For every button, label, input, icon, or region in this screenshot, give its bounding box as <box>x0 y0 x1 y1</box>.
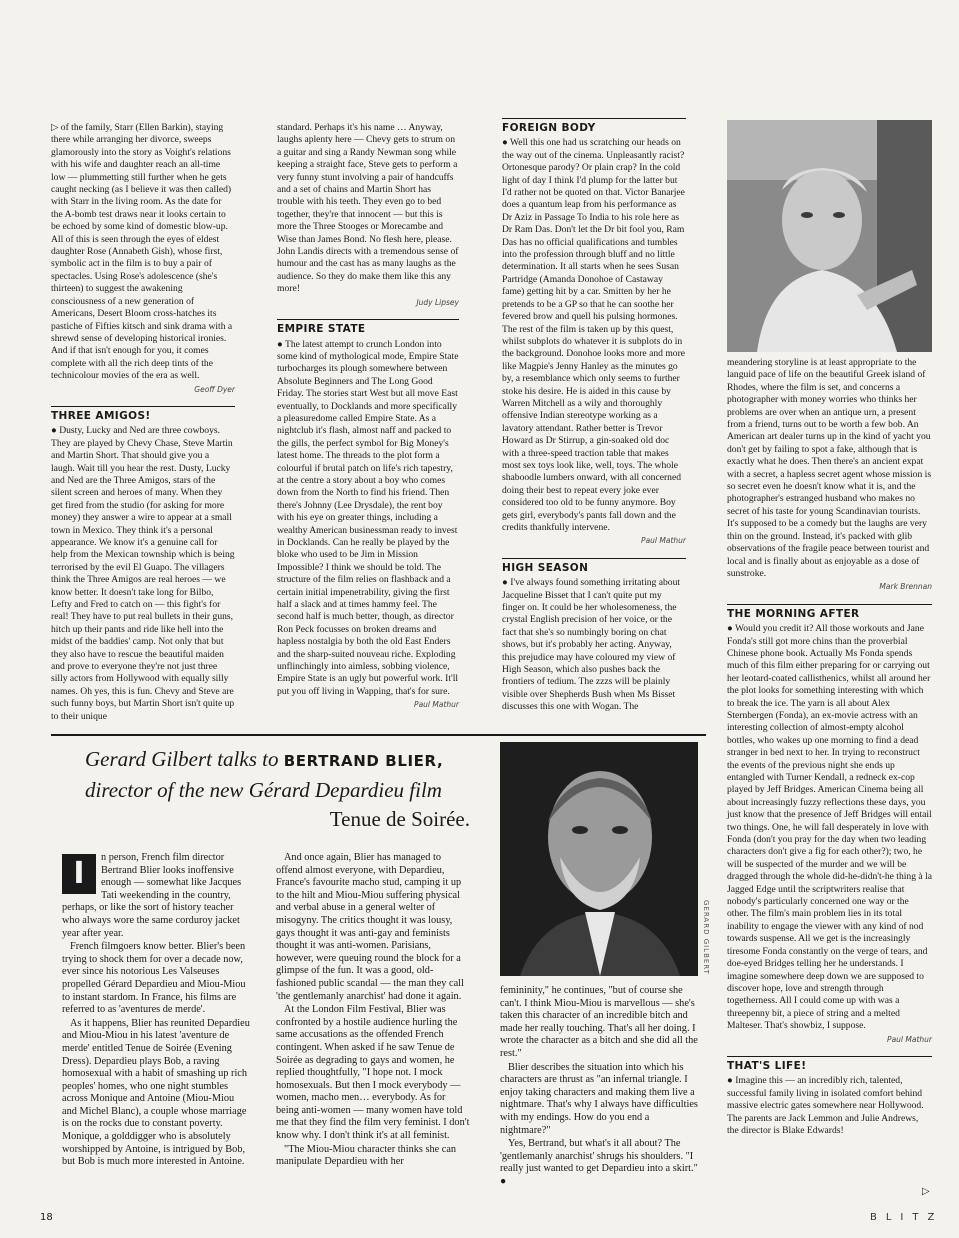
interview-paragraph: n person, French film director Bertrand Blier looks inoffensive enough — somewhat like Jacques Tati weekending in the country, perhaps, or like the sort of history teacher who always wore the same corduroy jacket year after year. <box>62 852 242 939</box>
interview-paragraph: Yes, Bertrand, but what's it all about? The 'gentlemanly anarchist' shrugs his shoulders. "I really just wanted to get Depardieu into a skirt." ● <box>500 1138 698 1187</box>
headline-film-title: Tenue de Soirée. <box>329 807 470 831</box>
reviewer-credit: Paul Mathur <box>414 700 459 710</box>
interview-column-b <box>276 852 470 1202</box>
column-3 <box>502 118 686 712</box>
page-number: 18 <box>40 1212 53 1223</box>
interview-paragraph: Blier describes the situation into which his characters are thrust as "an infernal triangle. I enjoy taking characters and making them live a nightmare. That's why I always have difficulties with my endings. How do you end a nightmare?" <box>500 1061 698 1136</box>
interview-column-c <box>500 985 698 1205</box>
blier-portrait-illustration <box>500 742 698 976</box>
section-heading-foreign-body: FOREIGN BODY <box>502 118 686 134</box>
reviewer-credit: Mark Brennan <box>879 582 932 592</box>
headline-byline: Gerard Gilbert talks to <box>85 747 279 771</box>
high-season-review-continued: meandering storyline is at least appropriate to the languid pace of life on the beautiful Greek island of Rhodes, where the film is set, and concerns a photographer with money worries who thinks her problems are over when an antique urn, a present from a friend, turns out to be worth a few bob. An American art dealer turns up in the kind of yacht you don't get by failing to spot a fake, although that is exactly what he does. Then there's an ancient expat with a secret, a hapless secret agent whose mission is so secret even he doesn't know what it is, and the photographer's estranged husband who makes no secret of his taste for young Scandinavian tourists. It's supposed to be a comedy but the laughs are very thin on the ground. Instead, it's packed with glib observations of the fragile peace between tourist and local and is finally about as enjoyable as a dose of sunstroke. <box>727 357 932 579</box>
morning-after-review-text: ● Would you credit it? All those workouts and Jane Fonda's still got more chins than the proverbial Chinese phone book. Actually Ms Fonda spends much of this film either preparing for or carrying out her leotard-coated callisthenics, whilst all around her the plot looks for something interesting with which to break the ice. The yarn is all about Alex Sternbergen (Fonda), an ex-movie actress with an interesting collection of almost-empty alcohol bottles, who wakes up one morning to find a dead stranger in bed next to her. In trying to reconstruct the events of the previous night she ends up entangled with Turner Kendall, a redneck ex-cop played by Jeff Bridges. American Cinema being all about increasingly fuzzy reflections these days, you just know that the presence of Jeff Bridges will entail two things. One, he will fall desperately in love with Fonda (don't you pray for the day when two leading characters don't give a fig for each other?); two, he will be suspected of the murder and we will be dragged through the whole did-he-didn't-he thing à la Jagged Edge until the scriptwriters realise that nobody's particularly concerned one way or the other. The film's main problem lies in its total inability to engage the viewer with any kind of nod towards suspense. All we get is the increasingly tiresome Fonda constantly on the verge of tears, and doe-eyed Bridges telling her he understands. I imagine somewhere deep down we are supposed to discover hope, love and strength through togetherness. All I could come up with was a threepenny bit, a piece of string and a melted Malteser. That's showbiz, I suppose. <box>727 623 933 1032</box>
interview-paragraph: And once again, Blier has managed to offend almost everyone, with Depardieu, France's favourite macho stud, camping it up to the hilt and Miou-Miou suffering physical and verbal abuse in a general welter of misogyny. The critics thought it was lousy, gays thought it was anti-gay and feminists thought it was anti-women. Parisians, however, were queuing round the block for a glimpse of the fun. It was a good, old-fashioned public scandal — the man they call 'the gentlemanly anarchist' had done it again. <box>276 852 464 1002</box>
bertrand-blier-portrait-photo <box>500 742 698 976</box>
headline-subject: BERTRAND BLIER, <box>283 752 444 770</box>
reviewer-credit: Judy Lipsey <box>416 297 459 307</box>
reviewer-credit: Paul Mathur <box>641 536 686 546</box>
photo-credit: GERARD GILBERT <box>702 900 710 975</box>
reviewer-credit: Paul Mathur <box>887 1034 932 1044</box>
section-heading-high-season: HIGH SEASON <box>502 558 686 574</box>
section-heading-empire-state: EMPIRE STATE <box>277 319 459 335</box>
column-4 <box>727 357 932 1207</box>
three-amigos-review-continued: standard. Perhaps it's his name … Anyway, laughs aplenty here — Chevy gets to strum on a guitar and sing a Randy Newman song while keeping a straight face, Steve gets to perform a very funny stunt involving a pair of handcuffs and a set of chains and Martin Short has trouble with his teeth. They even go to bed together, they're that innocent — but this is more the Three Stooges or Morecambe and Wise than James Bond. No flesh here, please. John Landis directs with a tremendous sense of humour and the cast has as many laughs as the audience. So they do make them like this any more! <box>277 122 459 295</box>
drop-cap: I <box>62 854 96 894</box>
section-heading-thats-life: THAT'S LIFE! <box>727 1056 932 1072</box>
continue-arrow-icon: ▷ <box>922 1186 930 1197</box>
interview-column-a <box>62 852 250 1172</box>
section-heading-the-morning-after: THE MORNING AFTER <box>727 604 932 620</box>
portrait-illustration <box>727 120 932 352</box>
foreign-body-review-text: ● Well this one had us scratching our heads on the way out of the cinema. Unpleasantly racist? Ortonesque parody? Or plain crap? In the cold light of day I think I'd plump for the latter but I'd rather not be quoted on that. Victor Banarjee does a quantum leap from his performance as Dr Aziz in Passage To India to his role here as Dr Ram Das. Don't let the Dr bit fool you, Ram Das has no official qualifications and tumbles into the profession through bluff and no little determination. It all starts when he sees Susan Partridge (Amanda Donohoe of Castaway fame) getting hit by a car. Smitten by her he pretends to be a GP so that he can soothe her fevered brow and quell his pulsing hormones. The rest of the film is taken up by this quest, whilst subplots do whatever it is subplots do in the background. Donohoe looks more and more like Magpie's Jenny Hanley as the minutes go by, a resemblance which only seems to further stoke his desire. He is aided in this cause by Warren Mitchell as a wily and thoroughly offensive Indian stereotype working as a lavatory attendant. Rather better is Trevor Howard as Dr Stirrup, a gin-soaked old doc with a three-speed traction table that makes most sex toys look like, well, toys. The whole shaboodle lumbers onward, with all concerned doing their best to repeat every joke ever considered too old to be funny anymore. Boy gets girl, everybody's pants fall down and the credits thankfully intervene. <box>502 137 686 533</box>
interview-paragraph: femininity," he continues, "but of course she can't. I think Miou-Miou is marvellous — she's taken this character of an incredible bitch and made her really touching. That's all her doing. I wrote the character as a bitch and she did all the rest." <box>500 985 698 1059</box>
empire-state-review-text: ● The latest attempt to crunch London into some kind of mythological mode, Empire State turbocharges its plough somewhere between Absolute Beginners and The Long Good Friday. The stories start West but all move East eventually, to Docklands and more specifically a pleasuredome called Empire State. As a nightclub it's flash, almost naff and packed to the gills, the perfect symbol for Big Money's latest home. The threads to the plot form a colourful if brutal patch on life's rich tapestry, at the centre a story about a boy who comes down from the North to find his friend. Then there's Johnny (Lee Drysdale), the rent boy with his eye on greater things, including a wealthy American businessman ready to invest in Docklands. Can he really be played by the bloke who used to be Jim in Mission Impossible? I think we should be told. The structure of the film relies on flashback and a certain initial impenetrability, giving the first half a slack and at times hammy feel. The second half is much better, though, as director Ron Peck focusses on broken dreams and hapless nostalgia by both the old East Enders and the sharp-suited nouveau riche. Exploding unflinchingly into aimless, sobbing violence, Empire State is an ugly but powerful work. It'll put you off living in Wapping, that's for sure. <box>277 338 459 697</box>
column-2 <box>277 122 459 712</box>
magazine-masthead: BLITZ <box>870 1212 944 1223</box>
three-amigos-review-text: ● Dusty, Lucky and Ned are three cowboys. They are played by Chevy Chase, Steve Martin and Martin Short. That should give you a laugh. Wait till you hear the rest. Dusty, Lucky and Ned are the Three Amigos, stars of the silent screen and heroes of many. When they get fired from the studio (for asking for more money) they answer a wire to appear at a small town in Mexico. They think it's a personal appearance. We know it's a genuine call for help from the Mexican township which is being terrorised by the evil El Guapo. The villagers think the Three Amigos are real heroes — we know better. It doesn't take long for Bilbo, Lefty and Fred to catch on — this fight's for real! They have to put real bullets in their guns, hitch up their pants and ride like hell into the midst of the baddies' camp. Not only that but they also have to rescue the beautiful maiden and prove to everyone they're not just three silly actors from Hollywood with equally silly names. Oh yes, this is fun. Chevy and Steve are such funny boys, but Martin Short isn't quite up to their unique <box>51 425 235 722</box>
reviewer-portrait-photo <box>727 120 932 352</box>
thats-life-review-text: ● Imagine this — an incredibly rich, talented, successful family living in isolated comfort behind massive electric gates somewhere near Hollywood. The parents are Jack Lemmon and Julie Andrews, the director is Blake Edwards! <box>727 1075 924 1136</box>
interview-paragraph: As it happens, Blier has reunited Depardieu and Miou-Miou in his latest 'aventure de merde' entitled Tenue de Soirée (Evening Dress). Depardieu plays Bob, a raving homosexual with a habit of smashing up rich peoples' homes, who one night stumbles across Monique and Antoine (Miou-Miou and Michel Blanc), a couple whose marriage is on the rocks due to constant poverty. Monique, a golddigger who is absolutely worshipped by Antoine, is intrigued by Bob, but Bob is much more interested in Antoine. <box>62 1017 250 1168</box>
interview-paragraph: "The Miou-Miou character thinks she can manipulate Depardieu with her <box>276 1143 457 1168</box>
interview-paragraph: French filmgoers know better. Blier's been trying to shock them for over a decade now, ever since his notorious Les Valseuses propelled Gérard Depardieu and Miou-Miou to instant stardom. In France, his films are referred to as 'aventures de merde'. <box>62 941 246 1016</box>
high-season-review-text: ● I've always found something irritating about Jacqueline Bisset that I can't quite put my finger on. It could be her wholesomeness, the crystal English precision of her voice, or the fact that she's so numbingly boring on chat shows, but it's probably her acting. Anyway, this prejudice may have coloured my view of High Season, which also pushes back the frontiers of tedium. The zzzs will be plainly visible over Shepherds Bush when Ms Bisset discusses this one with Wogan. The <box>502 577 681 713</box>
column-1 <box>51 122 235 722</box>
section-divider <box>51 734 706 736</box>
section-heading-three-amigos: THREE AMIGOS! <box>51 406 235 422</box>
desert-bloom-review-text: ▷ of the family, Starr (Ellen Barkin), staying there while arranging her divorce, sweeps glamorously into the story as Voight's relations with his wife and daughter reach an all-time low — plummetting still further when he gets caught necking (as I believe it was then called) with Starr in the living room. As the date for the A-bomb test draws near it looks certain to be echoed by some kind of domestic blow-up. All of this is seen through the eyes of eldest daughter Rose (Annabeth Gish), whose first, symbolic act in the film is to buy a pair of spectacles. Using Rose's adolescence (she's thirteen) to suggest the awakening consciousness of a new generation of Americans, Desert Bloom cross-hatches its pastiche of Fifties kitsch and sink drama with a shrewd sense of developing historical ironies. And if that isn't enough for you, it comes complete with all the rich deep tints of the technicolour movies of the era as well. <box>51 122 233 382</box>
interview-headline <box>85 745 470 834</box>
interview-paragraph: At the London Film Festival, Blier was confronted by a hostile audience hurling the same accusations as the offended French contingent. When asked if he saw Tenue de Soirée as degrading to gays and women, he replied thoughtfully, "I hope not. I mock homosexuals. But then I mock everybody — women, macho men… everybody. As for being anti-women — many women have told me that they find the film very feminist. I don't know why. I don't think it's at all feminist. <box>276 1004 470 1142</box>
reviewer-credit: Geoff Dyer <box>194 384 235 394</box>
headline-description: director of the new Gérard Depardieu film <box>85 778 442 802</box>
